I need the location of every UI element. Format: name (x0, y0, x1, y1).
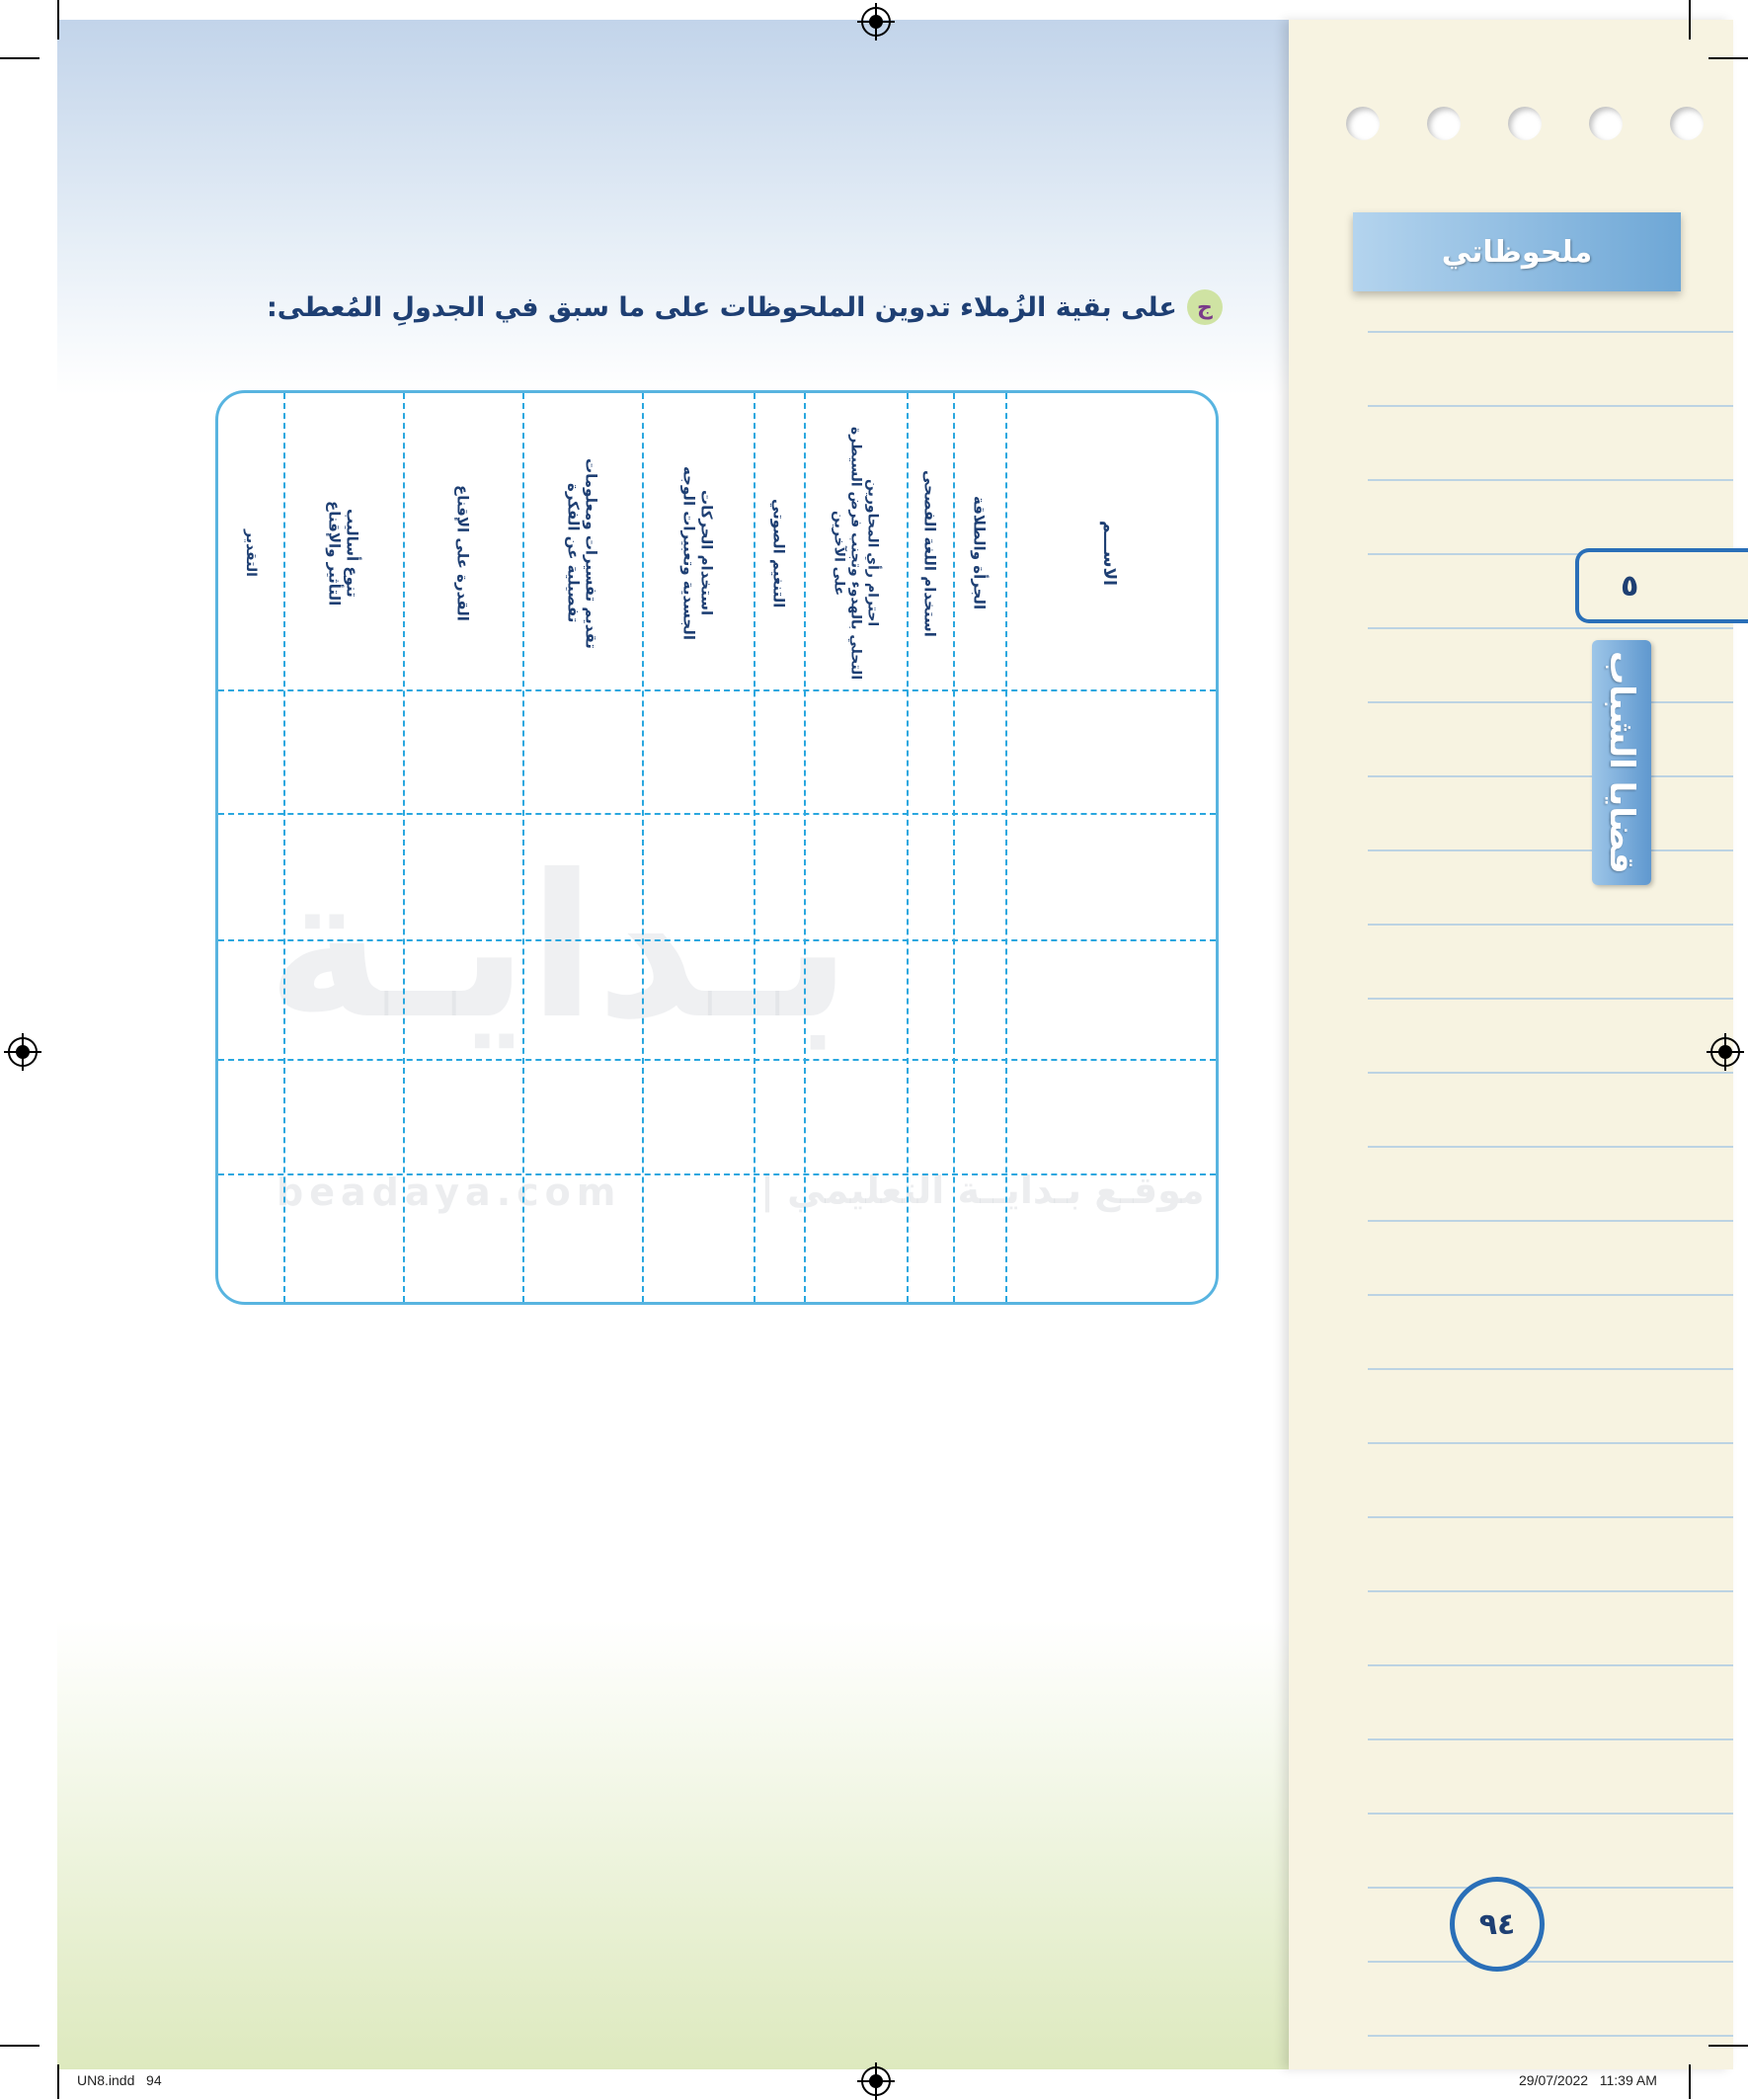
notebook-rule-line (1368, 331, 1733, 333)
watermark-site-name: موقـع بـدايــة التعليمي | (760, 1169, 1205, 1212)
notebook-rule-line (1368, 775, 1733, 777)
row-divider (218, 939, 1216, 941)
notebook-rule-line (1368, 1368, 1733, 1370)
column-header-formal-language (907, 405, 953, 701)
registration-mark-icon (8, 1037, 38, 1067)
header-label: تقديم تفسيرات ومعلومات تفصيلية عن الفكرة (564, 457, 600, 649)
binder-hole (1589, 107, 1623, 140)
notes-title-tab (1353, 212, 1681, 291)
crop-mark (1708, 2045, 1748, 2047)
notebook-rule-line (1368, 998, 1733, 1000)
unit-number: ٥ (1621, 568, 1639, 604)
notebook-rule-line (1368, 849, 1733, 851)
column-header-respect (804, 405, 907, 701)
page-number-badge (1450, 1877, 1545, 1972)
notebook-rule-line (1368, 1590, 1733, 1592)
notebook-rule-line (1368, 1961, 1733, 1963)
header-label: تنوع أساليب التأثير والإقناع (325, 500, 361, 606)
watermark-logo: بـدايـة (267, 833, 852, 1063)
crop-mark (1689, 0, 1691, 40)
binder-hole (1508, 107, 1542, 140)
binder-hole (1346, 107, 1380, 140)
row-divider (218, 813, 1216, 815)
notebook-rule-line (1368, 924, 1733, 926)
notes-sidebar (1289, 20, 1733, 2069)
section-letter-badge: ج (1187, 289, 1223, 325)
heading-text: على بقية الزُملاء تدوين الملحوظات على ما سبق في الجدولِ المُعطى: (267, 291, 1177, 323)
notebook-rule-line (1368, 1887, 1733, 1889)
registration-mark-icon (861, 2066, 891, 2096)
watermark-url: beadaya.com (277, 1171, 622, 1214)
registration-mark-icon (1710, 1037, 1740, 1067)
notebook-rule-line (1368, 1294, 1733, 1296)
header-label: التقدير (243, 529, 259, 577)
notes-title: ملحوظاتي (1441, 234, 1593, 270)
column-header-intonation (754, 405, 804, 701)
row-divider (218, 1059, 1216, 1061)
observation-table (215, 390, 1219, 1305)
column-header-fluency (953, 405, 1005, 701)
page-number: ٩٤ (1478, 1906, 1516, 1942)
crop-mark (0, 2045, 40, 2047)
header-label: استخدام اللغة الفصحى (920, 469, 939, 637)
column-header-body-language (642, 405, 754, 701)
notebook-rule-line (1368, 1516, 1733, 1518)
crop-mark (57, 2064, 59, 2099)
column-header-name (1005, 405, 1213, 701)
header-label: الاســـم (1099, 521, 1119, 586)
slug-file-info: UN8.indd 94 (77, 2072, 162, 2088)
section-heading (267, 286, 1215, 328)
crop-mark (1689, 2064, 1691, 2099)
header-label: استخدام الحركات الجسدية وتعبيرات الوجه (679, 466, 716, 640)
column-header-explanations (522, 405, 642, 701)
notebook-rule-line (1368, 1813, 1733, 1815)
row-divider (218, 1173, 1216, 1175)
registration-mark-icon (861, 7, 891, 37)
notebook-rule-line (1368, 405, 1733, 407)
header-label: التنغيم الصوتي (769, 498, 788, 608)
crop-mark (57, 0, 59, 40)
column-header-persuasion (403, 405, 522, 701)
header-label: القدرة على الإقناع (453, 485, 472, 621)
notebook-rule-line (1368, 479, 1733, 481)
header-label: احترام رأي المحاورين التحلي بالهدوء وتجنب فرض السيطرة على الآخرين (831, 426, 881, 681)
binder-hole (1427, 107, 1461, 140)
notebook-rule-line (1368, 2035, 1733, 2037)
column-header-influence-styles (283, 405, 403, 701)
notebook-rule-line (1368, 701, 1733, 703)
crop-mark (1708, 57, 1748, 59)
header-label: الجرأة والطلاقة (970, 496, 989, 610)
notebook-rule-line (1368, 1220, 1733, 1222)
notebook-rule-line (1368, 627, 1733, 629)
slug-date-info: 29/07/2022 11:39 AM (1519, 2072, 1657, 2088)
notebook-rule-line (1368, 1442, 1733, 1444)
unit-number-box (1575, 548, 1748, 623)
notebook-rule-line (1368, 1664, 1733, 1666)
column-header-grade (218, 405, 283, 701)
unit-title: قضايا الشباب (1602, 651, 1641, 874)
crop-mark (0, 57, 40, 59)
notebook-rule-line (1368, 1738, 1733, 1740)
unit-title-tab (1592, 640, 1651, 885)
notebook-rule-line (1368, 1072, 1733, 1074)
notebook-rule-line (1368, 1146, 1733, 1148)
binder-hole (1670, 107, 1704, 140)
